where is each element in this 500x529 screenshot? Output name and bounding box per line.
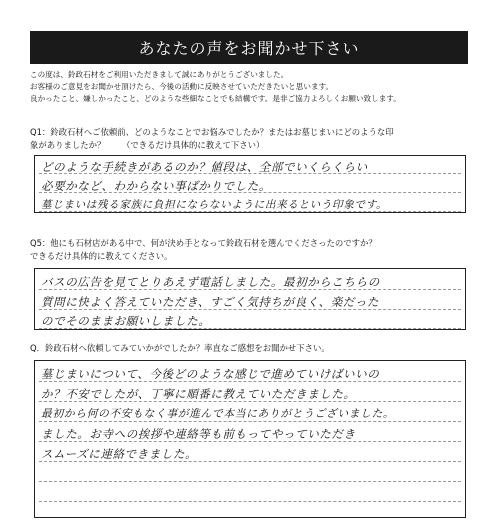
intro-text — [30, 69, 490, 105]
answer-line: ました。お寺への挨拶や連絡等も前もってやっていただき — [41, 427, 356, 441]
intro-line: お客様のご意見をお聞かせ頂けたら、今後の活動に反映させていただきたいと思います。 — [30, 82, 334, 91]
question-5-line2: できるだけ具体的に教えてください。 — [30, 251, 173, 261]
answer-line: どのような手続きがあるのか？値段は、全部でいくらくらい — [41, 160, 368, 174]
question-5-line1: Q5：他にも石材店がある中で、何が決め手となって鈴政石材を選んでくださったのですか？ — [30, 238, 377, 248]
answer-line: のでそのままお願いしました。 — [41, 314, 211, 328]
question-impression — [30, 342, 330, 355]
answer-box-5 — [34, 268, 466, 330]
question-1-line2: 象がありましたか？ — [30, 140, 106, 150]
question-5 — [30, 237, 377, 263]
answer-line: 必要かなど、わからない事ばかりでした。 — [41, 179, 271, 193]
question-1-line1: Q1：鈴政石材へご依頼前、どのようなことでお悩みでしたか？またはお墓じまいにどのような印 — [30, 127, 394, 137]
page-title-text: あなたの声をお聞かせ下さい — [138, 39, 360, 58]
answer-line: か？不安でしたが、丁寧に順番に教えていただきました。 — [41, 387, 356, 401]
answer-line: スムーズに連絡できました。 — [41, 447, 198, 461]
question-1 — [30, 126, 394, 152]
ruled-line — [39, 481, 461, 482]
ruled-line — [39, 501, 461, 502]
answer-line: バスの広告を見てとりあえず電話しました。最初からこちらの — [41, 275, 380, 289]
intro-line: 良かったこと、嫌しかったこと、どのような些細なことでも結構です。是非ご協力よろしくお願い致します。 — [30, 94, 401, 103]
ruled-line — [39, 421, 461, 422]
answer-box-impression — [34, 360, 466, 518]
question-1-hint: （できるだけ具体的に教えて下さい） — [122, 140, 265, 150]
intro-line: この度は、鈴政石材をご利用いただきまして誠にありがとうございました。 — [30, 70, 289, 79]
page-title — [30, 31, 468, 64]
answer-box-1 — [34, 155, 466, 213]
answer-line: 最初から何の不安もなく事が進んで本当にありがとうございました。 — [41, 407, 395, 420]
answer-line: 質問に快よく答えていただき、すごく気持ちが良く、楽だった — [41, 295, 380, 309]
question-impression-text: Q．鈴政石材へ依頼してみていかがでしたか？率直なご感想をお聞かせ下さい。 — [30, 343, 330, 353]
answer-line: 墓じまいは残る家族に負担にならないように出来るという印象です。 — [41, 199, 388, 211]
answer-line: 墓じまいについて、今後どのような感じで進めていけばいいの — [41, 367, 380, 381]
